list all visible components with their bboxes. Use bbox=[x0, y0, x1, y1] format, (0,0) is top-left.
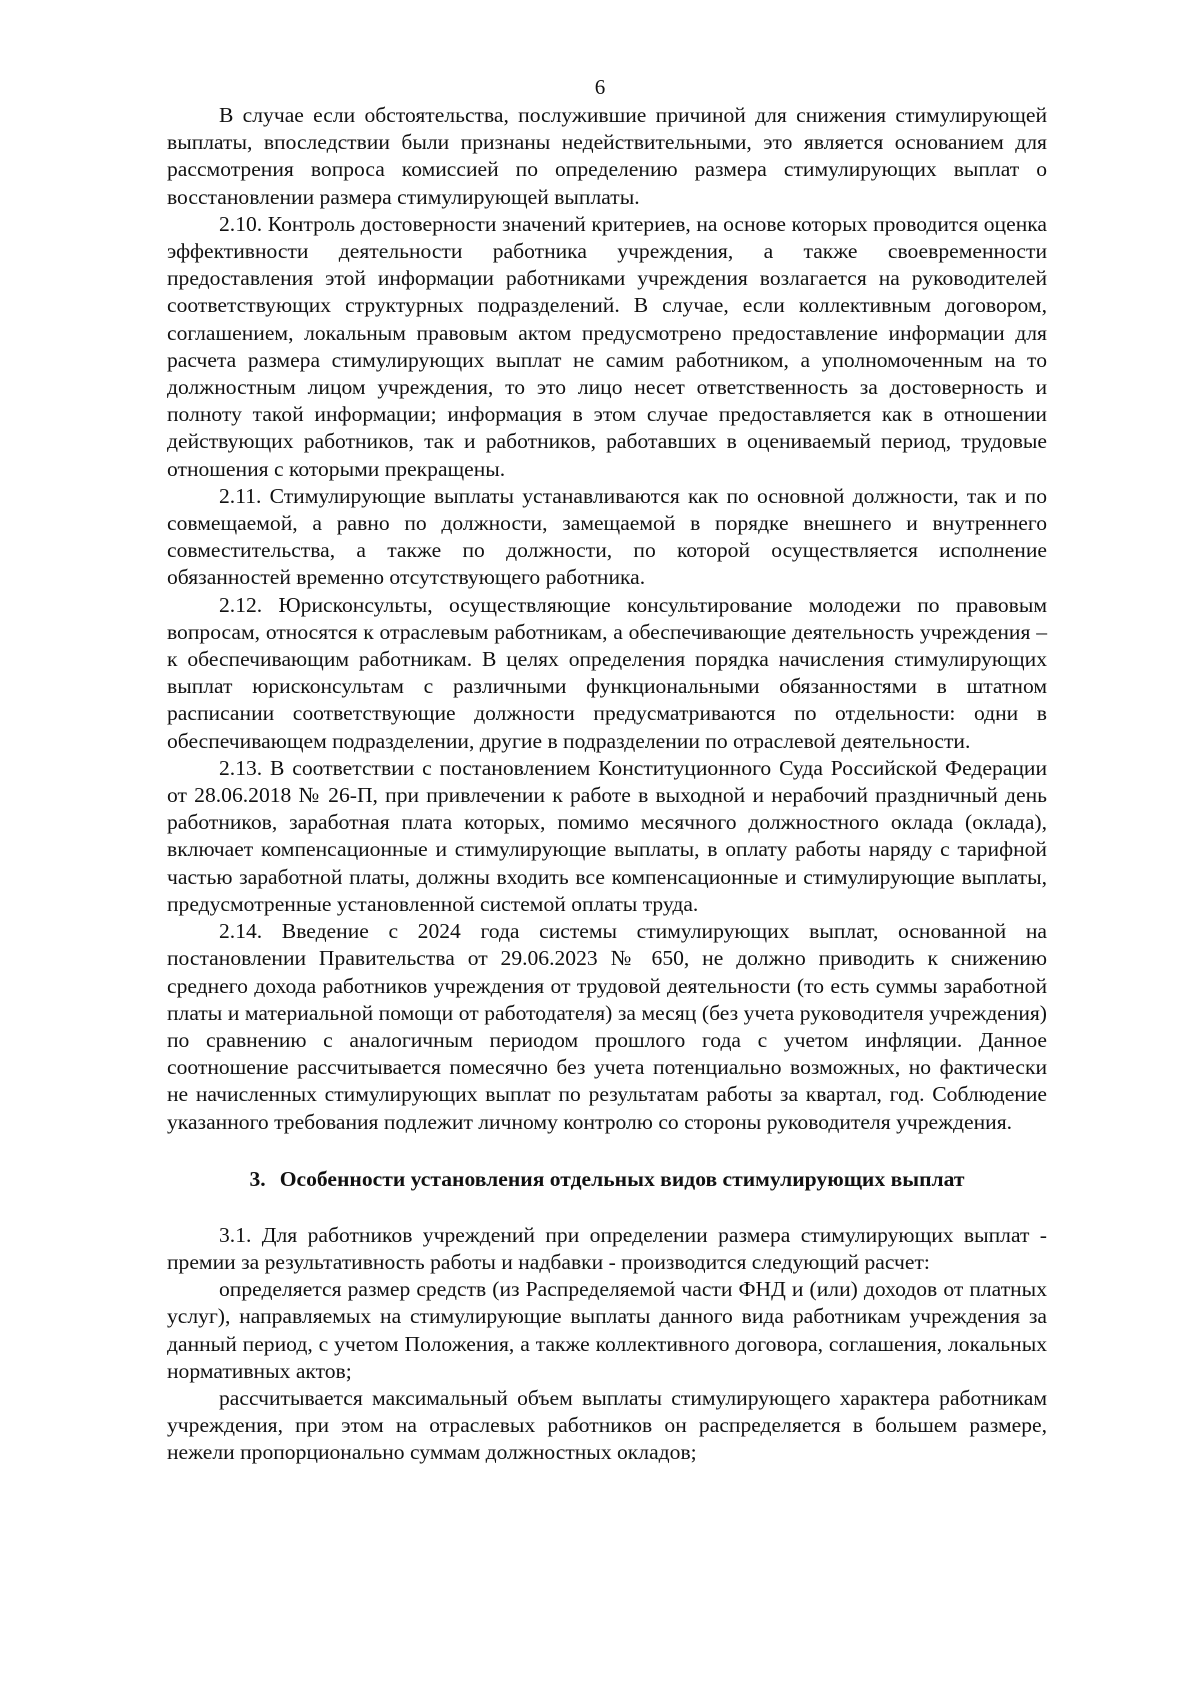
paragraph-2-11: 2.11. Стимулирующие выплаты устанавливаются как по основной должности, так и по совмещаемой, а равно по должности, замещаемой в порядке внешнего и внутреннего совместительства, а также по должности, по которой осуществляется исполнение обязанностей временно отсутствующего работника. bbox=[167, 483, 1047, 590]
document-body bbox=[167, 102, 1047, 1467]
section-number: 3. bbox=[249, 1166, 266, 1191]
paragraph-max-volume-calculation: рассчитывается максимальный объем выплаты стимулирующего характера работникам учреждения, при этом на отраслевых работников он распределяется в большем размере, нежели пропорционально суммам должностных окладов; bbox=[167, 1385, 1047, 1465]
paragraph-2-14: 2.14. Введение с 2024 года системы стимулирующих выплат, основанной на постановлении Правительства от 29.06.2023 № 650, не должно приводить к снижению среднего дохода работников учреждения от трудовой деятельности (то есть суммы заработной платы и материальной помощи от работодателя) за месяц (без учета руководителя учреждения) по сравнению с аналогичным периодом прошлого года с учетом инфляции. Данное соотношение рассчитывается помесячно без учета потенциально возможных, но фактически не начисленных стимулирующих выплат по результатам работы за квартал, год. Соблюдение указанного требования подлежит личному контролю со стороны руководителя учреждения. bbox=[167, 919, 1047, 1134]
paragraph-2-10: 2.10. Контроль достоверности значений критериев, на основе которых проводится оценка эффективности деятельности работника учреждения, а также своевременности предоставления этой информации работниками учреждения возлагается на руководителей соответствующих структурных подразделений. В случае, если коллективным договором, соглашением, локальным правовым актом предусмотрено предоставление информации для расчета размера стимулирующих выплат не самим работником, а уполномоченным на то должностным лицом учреждения, то это лицо несет ответственность за достоверность и полноту такой информации; информация в этом случае предоставляется как в отношении действующих работников, так и работников, работавших в оцениваемый период, трудовые отношения с которыми прекращены. bbox=[167, 211, 1047, 481]
section-heading bbox=[167, 1166, 1047, 1193]
paragraph-2-12: 2.12. Юрисконсульты, осуществляющие консультирование молодежи по правовым вопросам, относятся к отраслевым работникам, а обеспечивающие деятельность учреждения – к обеспечивающим работникам. В целях определения порядка начисления стимулирующих выплат юрисконсультам с различными функциональными обязанностями в штатном расписании соответствующие должности предусматриваются по отдельности: одни в обеспечивающем подразделении, другие в подразделении по отраслевой деятельности. bbox=[167, 592, 1047, 753]
section-title: Особенности установления отдельных видов стимулирующих выплат bbox=[279, 1166, 965, 1191]
paragraph-3-1: 3.1. Для работников учреждений при определении размера стимулирующих выплат - премии за результативность работы и надбавки - производится следующий расчет: bbox=[167, 1222, 1047, 1274]
paragraph-2-13: 2.13. В соответствии с постановлением Конституционного Суда Российской Федерации от 28.06.2018 № 26-П, при привлечении к работе в выходной и нерабочий праздничный день работников, заработная плата которых, помимо месячного должностного оклада (оклада), включает компенсационные и стимулирующие выплаты, в оплату работы наряду с тарифной частью заработной платы, должны входить все компенсационные и стимулирующие выплаты, предусмотренные установленной системой оплаты труда. bbox=[167, 755, 1047, 916]
paragraph-fund-determination: определяется размер средств (из Распределяемой части ФНД и (или) доходов от платных услуг), направляемых на стимулирующие выплаты данного вида работникам учреждения за данный период, с учетом Положения, а также коллективного договора, соглашения, локальных нормативных актов; bbox=[167, 1277, 1047, 1383]
page-number: 6 bbox=[594, 75, 606, 99]
paragraph-restoration-of-payment: В случае если обстоятельства, послужившие причиной для снижения стимулирующей выплаты, впоследствии были признаны недействительными, это является основанием для рассмотрения вопроса комиссией по определению размера стимулирующих выплат о восстановлении размера стимулирующей выплаты. bbox=[167, 103, 1047, 209]
